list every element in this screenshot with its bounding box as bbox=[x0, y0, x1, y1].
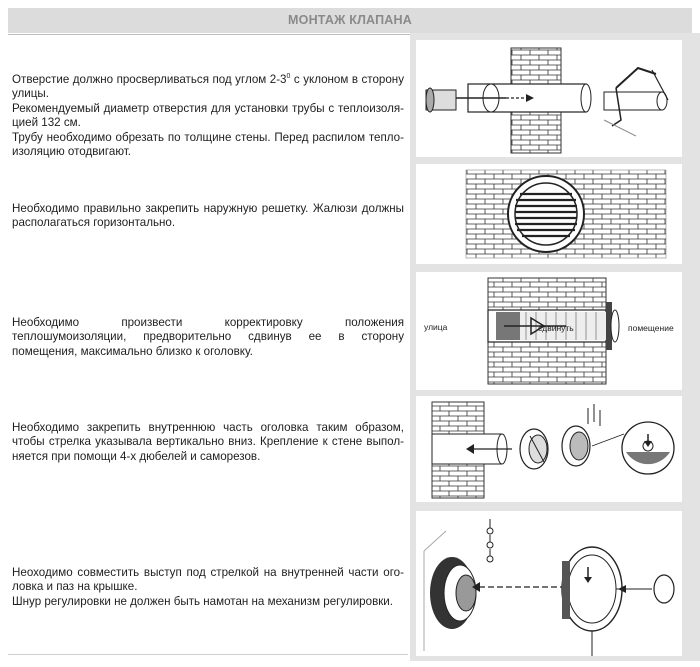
step-5-text bbox=[12, 566, 404, 609]
fastening-diagram bbox=[416, 396, 682, 502]
step-1-line-2: Рекомендуемый диаметр отверстия для установки трубы с теплоизоля-цией 132 см. bbox=[12, 101, 404, 130]
step-4-text: Необходимо закрепить внутреннюю часть оголовка таким образом, чтобы стрелка указывала вертикально вниз. Крепление к стене выпол-няется при помощи 4-х дюбелей и саморезов. bbox=[12, 421, 404, 463]
illustration-insulation bbox=[416, 272, 682, 390]
label-room: помещение bbox=[628, 323, 674, 333]
illustration-cap bbox=[416, 511, 682, 656]
illustration-drilling bbox=[416, 40, 682, 157]
step-1-line-3: Трубу необходимо обрезать по толщине стены. Перед распилом тепло-изоляцию отодвигают. bbox=[12, 130, 404, 159]
grille-diagram bbox=[416, 164, 682, 264]
step-5-line-2: Шнур регулировки не должен быть намотан на механизм регулировки. bbox=[12, 594, 393, 608]
illustration-grille bbox=[416, 164, 682, 264]
step-2-text: Необходимо правильно закрепить наружную решетку. Жалюзи должны располагаться горизонтально. bbox=[12, 202, 404, 230]
drilling-diagram bbox=[416, 40, 682, 157]
label-street: улица bbox=[424, 322, 448, 332]
bottom-divider bbox=[8, 654, 408, 655]
page-title: МОНТАЖ КЛАПАНА bbox=[288, 13, 412, 27]
label-shift: сдвинуть bbox=[538, 323, 574, 333]
step-3-text: Необходимо произвести корректировку положения теплошумоизоляции, предворительно сдвинув ее в сторону помещения, максимально близко к оголовку. bbox=[12, 316, 404, 358]
step-5-line-1: Неоходимо совместить выступ под стрелкой на внутренней части ого-ловка и паз на крышке. bbox=[12, 566, 404, 594]
cap-diagram bbox=[416, 511, 682, 656]
step-1-text bbox=[12, 73, 404, 159]
step-1-line-1: Отверстие должно просверливаться под углом $2-3^0$ с уклоном в сторону улицы. bbox=[12, 73, 405, 101]
illustration-fastening bbox=[416, 396, 682, 502]
insulation-diagram bbox=[416, 272, 682, 390]
page-header bbox=[8, 8, 692, 33]
